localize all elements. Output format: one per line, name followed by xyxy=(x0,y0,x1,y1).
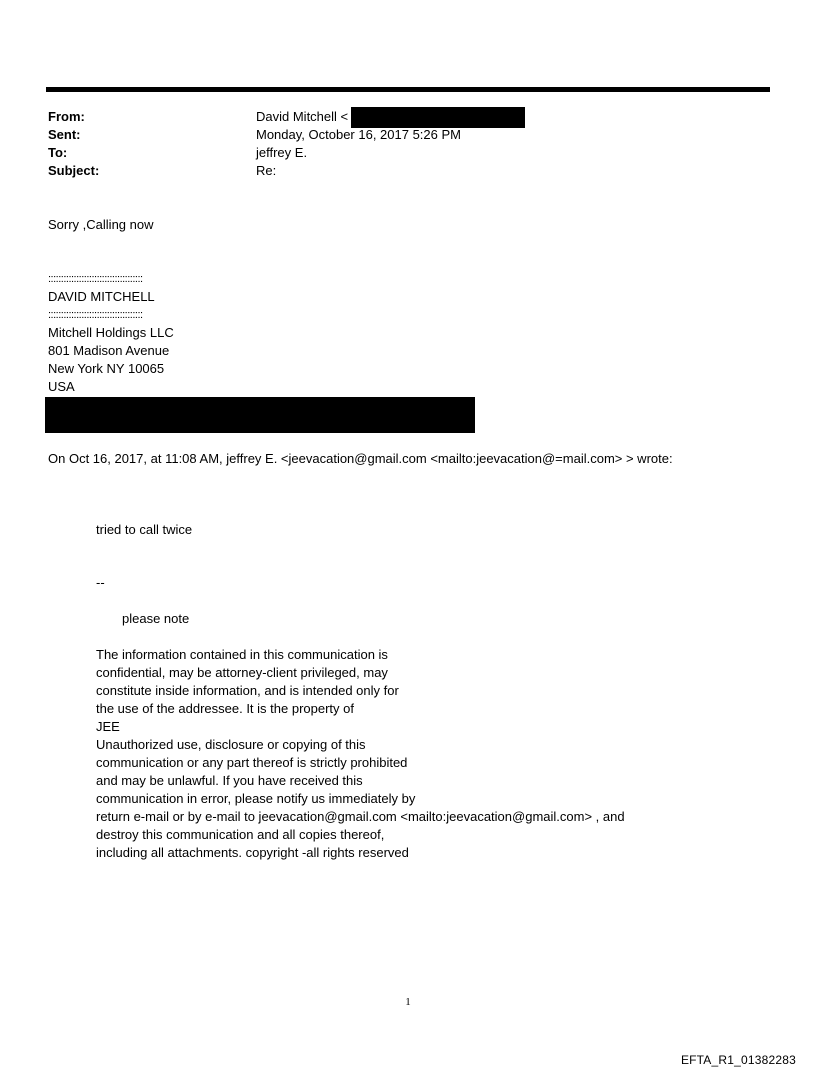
quoted-separator: -- xyxy=(96,575,105,590)
page-number: 1 xyxy=(405,996,411,1008)
signature-address-line1: 801 Madison Avenue xyxy=(48,343,170,358)
reply-text: Sorry ,Calling now xyxy=(48,217,154,232)
redaction-signature-block xyxy=(45,397,475,433)
disclaimer-line: the use of the addressee. It is the property of xyxy=(96,701,354,716)
disclaimer-line: The information contained in this communication is xyxy=(96,647,388,662)
quote-intro: On Oct 16, 2017, at 11:08 AM, jeffrey E. <jeevacation@gmail.com <mailto:jeevacation@=mail.com> > wrote: xyxy=(48,451,673,466)
sent-value: Monday, October 16, 2017 5:26 PM xyxy=(256,127,461,142)
disclaimer-line: including all attachments. copyright -all rights reserved xyxy=(96,845,409,860)
signature-name: DAVID MITCHELL xyxy=(48,289,155,304)
signature-country: USA xyxy=(48,379,75,394)
signature-separator-top: ::::::::::::::::::::::::::::::::::::: xyxy=(48,273,143,285)
subject-row xyxy=(48,162,608,180)
from-value: David Mitchell < xyxy=(256,109,349,124)
disclaimer-line: confidential, may be attorney-client privileged, may xyxy=(96,665,388,680)
signature-company: Mitchell Holdings LLC xyxy=(48,325,174,340)
header-rule xyxy=(46,87,770,92)
disclaimer-line: communication or any part thereof is strictly prohibited xyxy=(96,755,408,770)
subject-label: Subject: xyxy=(48,163,100,178)
disclaimer-line: and may be unlawful. If you have received this xyxy=(96,773,363,788)
to-label: To: xyxy=(48,145,68,160)
subject-value: Re: xyxy=(256,163,277,178)
please-note: please note xyxy=(122,611,190,626)
to-row xyxy=(48,144,608,162)
disclaimer-line: destroy this communication and all copies thereof, xyxy=(96,827,385,842)
redaction-from-email xyxy=(351,107,525,128)
sent-label: Sent: xyxy=(48,127,81,142)
to-value: jeffrey E. xyxy=(256,145,308,160)
disclaimer-line: Unauthorized use, disclosure or copying of this xyxy=(96,737,366,752)
quoted-message: tried to call twice xyxy=(96,522,193,537)
disclaimer-line: JEE xyxy=(96,719,120,734)
sent-row xyxy=(48,126,608,144)
from-label: From: xyxy=(48,109,85,124)
disclaimer-line: constitute inside information, and is intended only for xyxy=(96,683,399,698)
disclaimer-line: return e-mail or by e-mail to jeevacation@gmail.com <mailto:jeevacation@gmail.com> , and xyxy=(96,809,625,824)
signature-separator-bottom: ::::::::::::::::::::::::::::::::::::: xyxy=(48,309,143,321)
signature-address-line2: New York NY 10065 xyxy=(48,361,165,376)
disclaimer-line: communication in error, please notify us immediately by xyxy=(96,791,416,806)
bates-number: EFTA_R1_01382283 xyxy=(680,1053,796,1067)
